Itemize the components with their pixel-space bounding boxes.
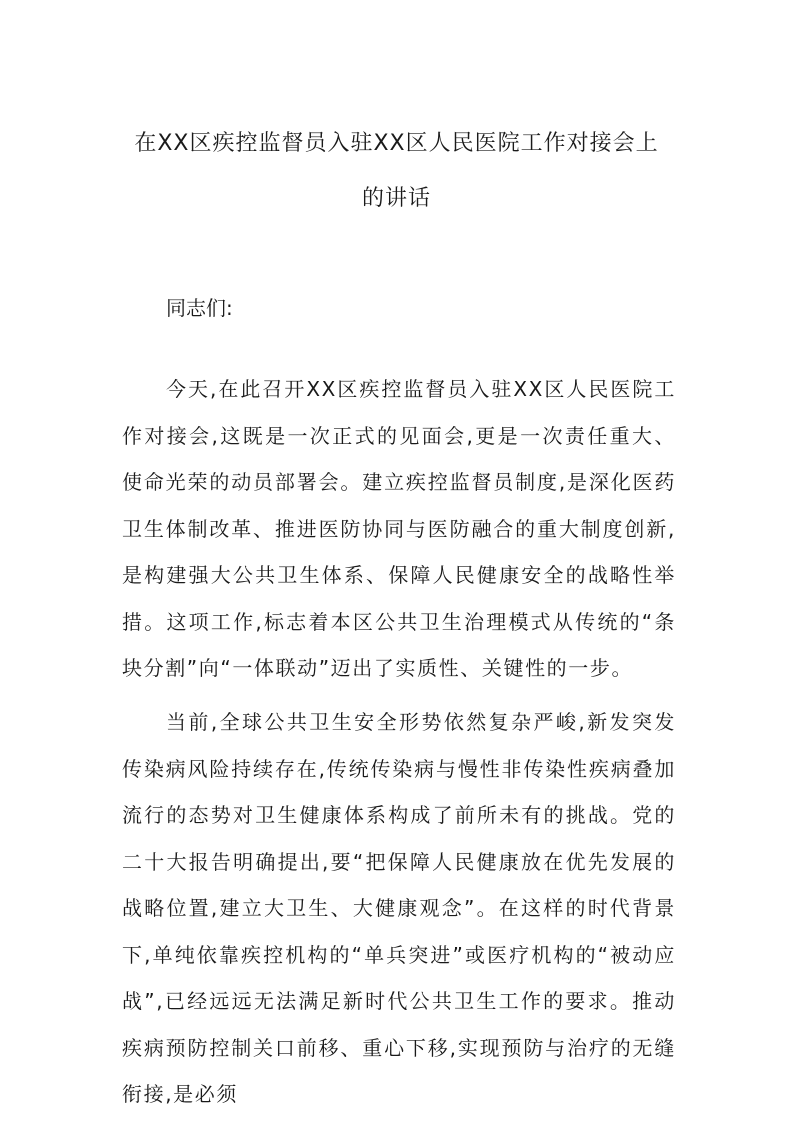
body-paragraph-2: 当前,全球公共卫生安全形势依然复杂严峻,新发突发传染病风险持续存在,传统传染病与慢性非传染性疾病叠加流行的态势对卫生健康体系构成了前所未有的挑战。党的二十大报告明确提出,要“把保障人民健康放在优先发展的战略位置,建立大卫生、大健康观念”。在这样的时代背景下,单纯依靠疾控机构的“单兵突进”或医疗机构的“被动应战”,已经远远无法满足新时代公共卫生工作的要求。推动疾病预防控制关口前移、重心下移,实现预防与治疗的无缝衔接,是必须 [122,710,676,1106]
salutation: 同志们: [166,296,233,320]
document-title-line-1: 在XX区疾控监督员入驻XX区人民医院工作对接会上 [134,131,659,156]
body-paragraph-1: 今天,在此召开XX区疾控监督员入驻XX区人民医院工作对接会,这既是一次正式的见面会,更是一次责任重大、使命光荣的动员部署会。建立疾控监督员制度,是深化医药卫生体制改革、推进医防协同与医防融合的重大制度创新,是构建强大公共卫生体系、保障人民健康安全的战略性举措。这项工作,标志着本区公共卫生治理模式从传统的“条块分割”向“一体联动”迈出了实质性、关键性的一步。 [122,377,676,680]
document-title-line-2: 的讲话 [361,186,431,211]
